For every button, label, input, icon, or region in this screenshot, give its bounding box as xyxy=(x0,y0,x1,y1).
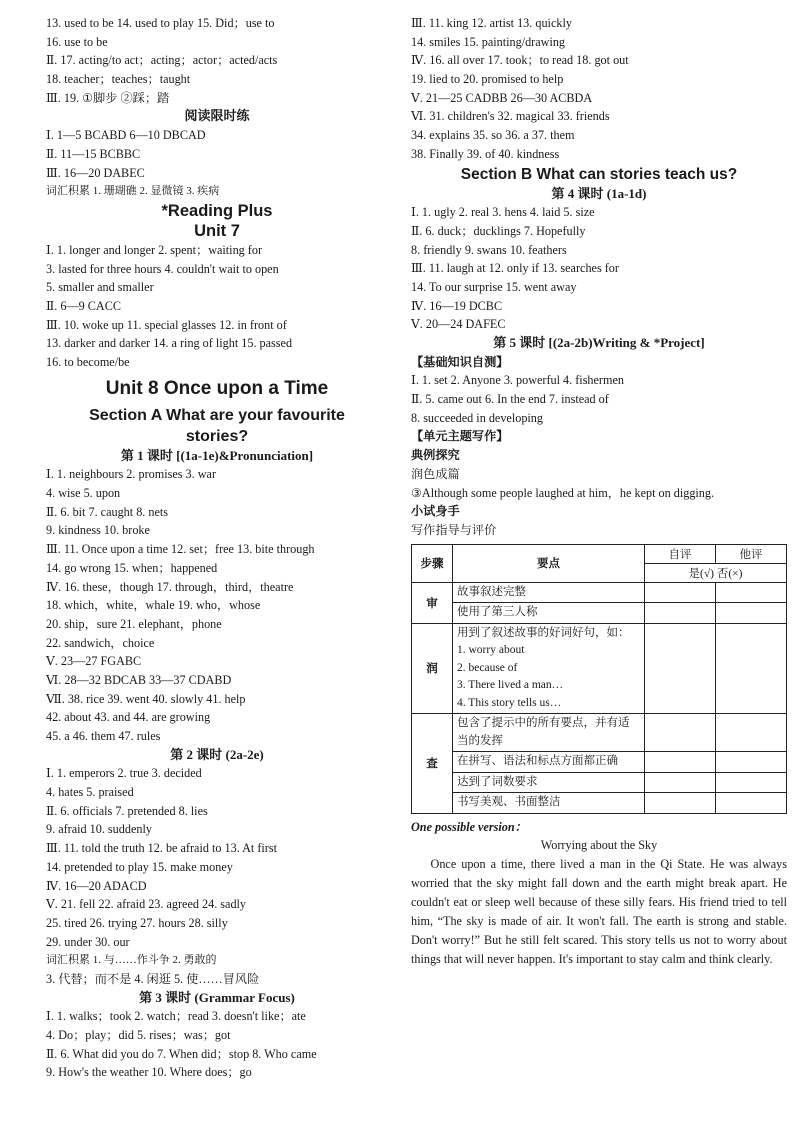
section-heading: 【基础知识自测】 xyxy=(411,354,509,369)
answer-line: 4. wise 5. upon xyxy=(46,486,121,501)
header-yes-no: 是(√) 否(×) xyxy=(645,563,787,582)
answer-line: 34. explains 35. so 36. a 37. them xyxy=(411,128,575,143)
answer-line: 13. darker and darker 14. a ring of light 15. passed xyxy=(46,336,293,351)
answer-line: 14. smiles 15. painting/drawing xyxy=(411,34,566,49)
answer-line: 写作指导与评价 xyxy=(411,522,497,537)
answer-line: Ⅱ. 6—9 CACC xyxy=(46,298,121,313)
section-heading: Unit 7 xyxy=(194,221,240,240)
step-check: 查 xyxy=(412,714,453,814)
answer-line: 16. use to be xyxy=(46,34,108,49)
section-heading: *Reading Plus xyxy=(161,201,273,220)
answer-line: 3. lasted for three hours 4. couldn't wait to open xyxy=(46,261,279,276)
answer-line: Ⅲ. 11. king 12. artist 13. quickly xyxy=(411,16,572,30)
table-row xyxy=(412,714,787,752)
answer-line: Ⅱ. 6. officials 7. pretended 8. lies xyxy=(46,803,208,818)
answer-line: 19. lied to 20. promised to help xyxy=(411,72,564,87)
answer-line: 4. Do；play；did 5. rises；was；got xyxy=(46,1028,231,1042)
table-row xyxy=(412,582,787,603)
section-heading: 第 4 课时 (1a-1d) xyxy=(551,185,647,201)
section-heading: Section A What are your favourite xyxy=(89,406,345,424)
answer-line: 8. succeeded in developing xyxy=(411,410,543,425)
answer-line: Ⅳ. 16—19 DCBC xyxy=(411,298,503,313)
essay-title: Worrying about the Sky xyxy=(540,838,658,853)
step-review: 审 xyxy=(412,582,453,623)
answer-line: Ⅰ. 1. ugly 2. real 3. hens 4. laid 5. size xyxy=(411,205,595,220)
point-correct-spelling: 在拼写、语法和标点方面都正确 xyxy=(453,752,645,773)
point-complete-narration: 故事叙述完整 xyxy=(453,582,645,603)
self-eval-cell xyxy=(645,772,716,793)
peer-eval-cell xyxy=(716,623,787,714)
answer-line: Ⅱ. 6. What did you do 7. When did；stop 8. Who came xyxy=(46,1046,317,1061)
section-heading: 第 2 课时 (2a-2e) xyxy=(170,746,264,762)
answer-line: Ⅱ. 5. came out 6. In the end 7. instead of xyxy=(411,392,609,407)
phrases-intro: 用到了叙述故事的好词好句，如： xyxy=(457,626,630,639)
header-self-eval: 自评 xyxy=(645,544,716,563)
phrase-1: 1. worry about xyxy=(457,644,525,657)
answer-line: Ⅰ. 1. walks；took 2. watch；read 3. doesn't like；ate xyxy=(46,1009,306,1024)
answer-line: 16. to become/be xyxy=(46,355,130,369)
answer-line: 38. Finally 39. of 40. kindness xyxy=(411,146,560,161)
header-peer-eval: 他评 xyxy=(716,544,787,563)
phrase-4: 4. This story tells us… xyxy=(457,696,562,709)
section-heading: 阅读限时练 xyxy=(184,108,250,124)
answer-line: Ⅲ. 10. woke up 11. special glasses 12. in front of xyxy=(46,317,287,332)
answer-line: Ⅴ. 21—25 CADBB 26—30 ACBDA xyxy=(411,90,593,105)
self-eval-cell xyxy=(645,603,716,624)
point-good-phrases xyxy=(453,623,645,714)
answer-line: Ⅲ. 19. ①脚步 ②踩；踏 xyxy=(46,90,170,105)
answer-line: Ⅲ. 16—20 DABEC xyxy=(46,165,145,180)
section-heading: 第 5 课时 [(2a-2b)Writing & *Project] xyxy=(493,335,705,350)
answer-line: 14. To our surprise 15. went away xyxy=(411,279,577,294)
answer-line: Ⅲ. 11. told the truth 12. be afraid to 13. At first xyxy=(46,841,277,856)
peer-eval-cell xyxy=(716,752,787,773)
section-heading: Section B What can stories teach us? xyxy=(460,165,738,183)
writing-evaluation-table xyxy=(411,544,787,814)
table-row xyxy=(412,793,787,814)
answer-line: Ⅳ. 16. all over 17. took；to read 18. got out xyxy=(411,53,629,68)
header-step: 步骤 xyxy=(412,544,453,582)
step-polish: 润 xyxy=(412,623,453,714)
table-header-row xyxy=(412,544,787,563)
right-column xyxy=(411,14,787,969)
right-answer-lines xyxy=(411,14,787,540)
header-points: 要点 xyxy=(453,544,645,582)
answer-line: Ⅱ. 17. acting/to act；acting；actor；acted/acts xyxy=(46,53,278,68)
essay-body: Once upon a time, there lived a man in the Qi State. He was always worried that the sky might fall down and the earth might break apart. He couldn't eat or sleep well because of these silly fears. His friend tried to tell him, “The sky is made of air. It won't fall. The earth is strong and stable. Don't worry!” But he still felt scared. This story tells us not to worry about things that will never happen. It's important to stay calm and think clearly. xyxy=(411,856,787,966)
self-eval-cell xyxy=(645,793,716,814)
answer-line: Ⅲ. 11. Once upon a time 12. set；free 13. bite through xyxy=(46,542,315,557)
left-column xyxy=(46,14,388,1082)
peer-eval-cell xyxy=(716,793,787,814)
answer-line: 22. sandwich，choice xyxy=(46,635,155,650)
phrase-2: 2. because of xyxy=(457,661,518,674)
answer-line: Ⅳ. 16—20 ADACD xyxy=(46,878,147,893)
answer-line: 18. teacher；teaches；taught xyxy=(46,72,191,87)
answer-line: 14. go wrong 15. when；happened xyxy=(46,560,218,575)
answer-line: 4. hates 5. praised xyxy=(46,785,134,800)
answer-line: 8. friendly 9. swans 10. feathers xyxy=(411,242,567,257)
section-heading: 第 1 课时 [(1a-1e)&Pronunciation] xyxy=(120,447,314,463)
answer-line: 润色成篇 xyxy=(411,466,460,481)
self-eval-cell xyxy=(645,752,716,773)
answer-line: Ⅱ. 6. bit 7. caught 8. nets xyxy=(46,504,169,519)
answer-line: Ⅰ. 1—5 BCABD 6—10 DBCAD xyxy=(46,128,206,143)
answer-line: 20. ship，sure 21. elephant，phone xyxy=(46,616,222,631)
answer-line: Ⅴ. 21. fell 22. afraid 23. agreed 24. sadly xyxy=(46,897,247,912)
table-row xyxy=(412,752,787,773)
self-eval-cell xyxy=(645,714,716,752)
answer-line: 9. How's the weather 10. Where does；go xyxy=(46,1065,252,1080)
answer-line: Ⅶ. 38. rice 39. went 40. slowly 41. help xyxy=(46,691,246,706)
answer-line: Ⅰ. 1. neighbours 2. promises 3. war xyxy=(46,467,217,482)
answer-line: 词汇积累 1. 珊瑚礁 2. 显微镜 3. 疾病 xyxy=(46,185,220,198)
table-row xyxy=(412,623,787,714)
section-heading: stories? xyxy=(185,427,249,445)
table-row xyxy=(412,603,787,624)
answer-line: Ⅰ. 1. emperors 2. true 3. decided xyxy=(46,766,202,781)
table-row xyxy=(412,772,787,793)
version-label: One possible version： xyxy=(411,819,527,834)
answer-line: 18. which，white，whale 19. who，whose xyxy=(46,598,261,613)
point-third-person: 使用了第三人称 xyxy=(453,603,645,624)
answer-line: 42. about 43. and 44. are growing xyxy=(46,710,211,725)
answer-line: Ⅳ. 16. these，though 17. through，third，theatre xyxy=(46,579,294,594)
peer-eval-cell xyxy=(716,582,787,603)
answer-line: 25. tired 26. trying 27. hours 28. silly xyxy=(46,915,228,930)
answer-line: Ⅴ. 20—24 DAFEC xyxy=(411,317,506,332)
answer-line: 13. used to be 14. used to play 15. Did；use to xyxy=(46,16,275,30)
answer-line: ③Although some people laughed at him，he kept on digging. xyxy=(411,485,715,500)
section-heading: 第 3 课时 (Grammar Focus) xyxy=(139,989,295,1005)
peer-eval-cell xyxy=(716,772,787,793)
answer-line: 3. 代替；而不是 4. 闲逛 5. 使……冒风险 xyxy=(46,971,260,986)
answer-line: 14. pretended to play 15. make money xyxy=(46,859,233,874)
section-heading: Unit 8 Once upon a Time xyxy=(105,377,329,399)
answer-line: 5. smaller and smaller xyxy=(46,280,154,295)
peer-eval-cell xyxy=(716,714,787,752)
self-eval-cell xyxy=(645,582,716,603)
answer-line: Ⅵ. 31. children's 32. magical 33. friends xyxy=(411,109,610,124)
answer-line: Ⅵ. 28—32 BDCAB 33—37 CDABD xyxy=(46,672,232,687)
section-heading: 典例探究 xyxy=(411,448,460,463)
answer-line: Ⅱ. 6. duck；ducklings 7. Hopefully xyxy=(411,223,586,238)
point-word-count: 达到了词数要求 xyxy=(453,772,645,793)
answer-line: 9. afraid 10. suddenly xyxy=(46,822,152,837)
phrase-3: 3. There lived a man… xyxy=(457,679,564,692)
section-heading: 【单元主题写作】 xyxy=(411,429,509,444)
answer-line: 9. kindness 10. broke xyxy=(46,523,150,538)
point-neat-writing: 书写美观、书面整洁 xyxy=(453,793,645,814)
answer-line: 29. under 30. our xyxy=(46,934,130,949)
answer-line: 词汇积累 1. 与……作斗争 2. 勇敢的 xyxy=(46,954,217,967)
point-all-hints: 包含了提示中的所有要点，并有适当的发挥 xyxy=(453,714,645,752)
answer-line: Ⅰ. 1. set 2. Anyone 3. powerful 4. fishermen xyxy=(411,373,624,388)
answer-line: Ⅴ. 23—27 FGABC xyxy=(46,654,142,669)
answer-line: Ⅰ. 1. longer and longer 2. spent；waiting for xyxy=(46,242,263,257)
answer-line: Ⅲ. 11. laugh at 12. only if 13. searches for xyxy=(411,261,619,276)
peer-eval-cell xyxy=(716,603,787,624)
section-heading: 小试身手 xyxy=(411,504,460,519)
answer-line: Ⅱ. 11—15 BCBBC xyxy=(46,146,141,161)
answer-line: 45. a 46. them 47. rules xyxy=(46,729,161,743)
self-eval-cell xyxy=(645,623,716,714)
